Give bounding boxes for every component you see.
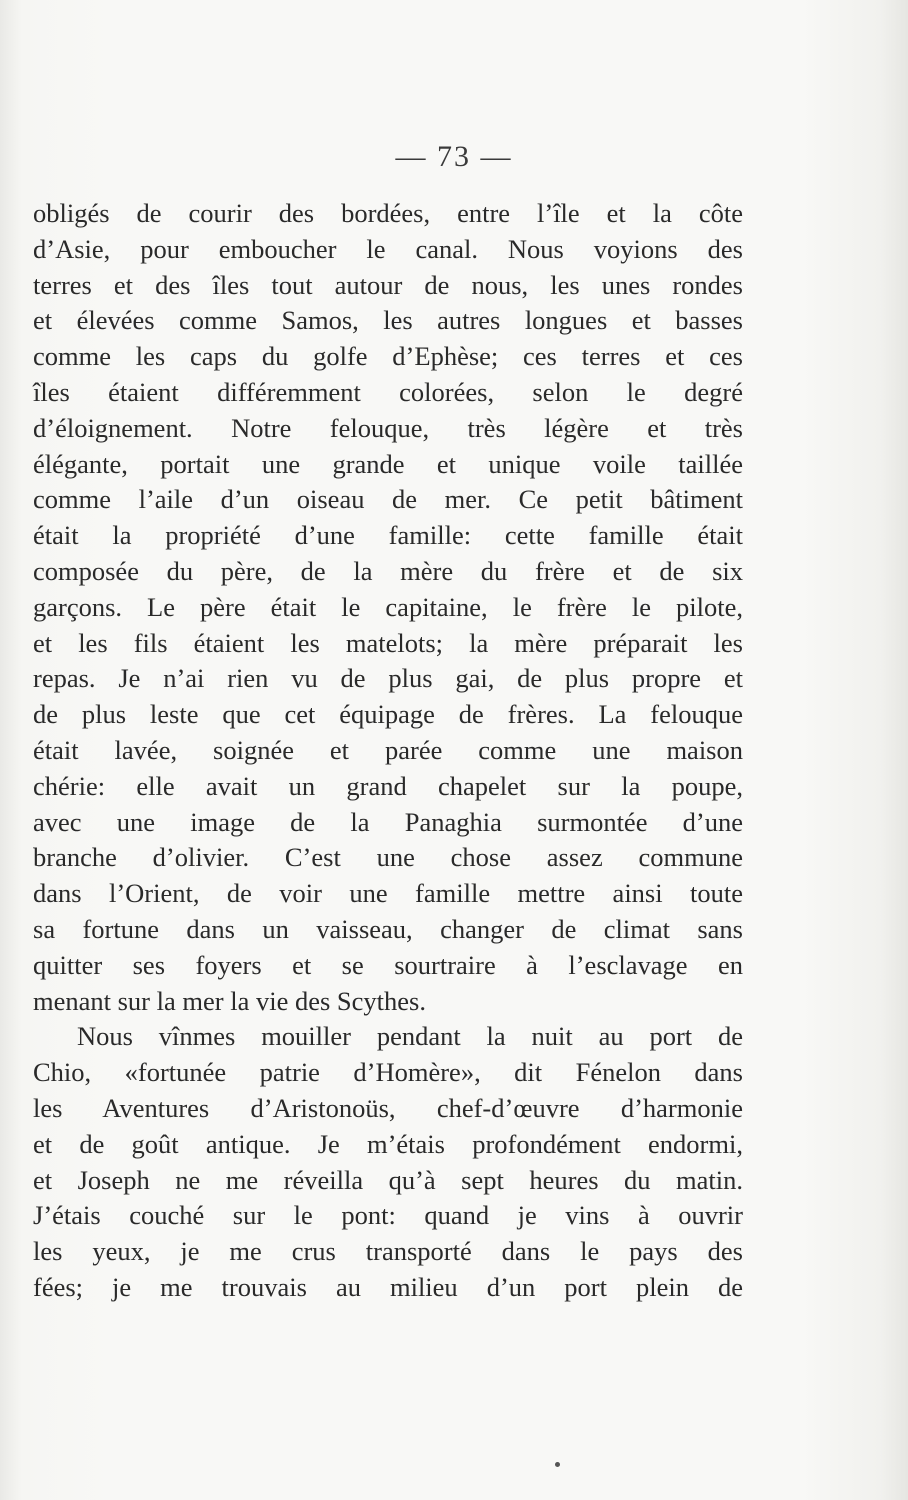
text-line: îles étaient différemment colorées, selon le degré (33, 376, 743, 407)
text-line: d’Asie, pour emboucher le canal. Nous voyions des (33, 233, 743, 264)
text-line: avec une image de la Panaghia surmontée d’une (33, 806, 743, 837)
text-line: obligés de courir des bordées, entre l’île et la côte (33, 198, 743, 228)
text-line: repas. Je n’ai rien vu de plus gai, de plus propre et (33, 663, 743, 694)
scan-speck (555, 1462, 560, 1467)
text-line: quitter ses foyers et se sourtraire à l’esclavage en (33, 949, 743, 980)
text-line: de plus leste que cet équipage de frères. La felouque (33, 699, 743, 730)
text-line: était la propriété d’une famille: cette famille était (33, 520, 743, 551)
text-line: garçons. Le père était le capitaine, le frère le pilote, (33, 591, 743, 622)
text-line: J’étais couché sur le pont: quand je vins à ouvrir (33, 1200, 743, 1231)
text-line: Nous vînmes mouiller pendant la nuit au port de (77, 1021, 743, 1052)
text-line: branche d’olivier. C’est une chose assez commune (33, 842, 743, 873)
text-line: terres et des îles tout autour de nous, les unes rondes (33, 269, 743, 300)
text-line: et les fils étaient les matelots; la mère préparait les (33, 627, 743, 658)
text-line: fées; je me trouvais au milieu d’un port plein de (33, 1271, 743, 1302)
text-line: et élevées comme Samos, les autres longues et basses (33, 305, 743, 336)
body-text (33, 196, 743, 1306)
text-line: comme les caps du golfe d’Ephèse; ces terres et ces (33, 341, 743, 372)
text-line: et de goût antique. Je m’étais profondément endormi, (33, 1128, 743, 1159)
text-line: menant sur la mer la vie des Scythes. (33, 985, 426, 1016)
text-line: Chio, «fortunée patrie d’Homère», dit Fénelon dans (33, 1057, 743, 1088)
text-line: sa fortune dans un vaisseau, changer de climat sans (33, 913, 743, 944)
text-line: était lavée, soignée et parée comme une maison (33, 734, 743, 765)
text-line: dans l’Orient, de voir une famille mettre ainsi toute (33, 878, 743, 909)
text-line: élégante, portait une grande et unique voile taillée (33, 448, 743, 479)
text-line: les Aventures d’Aristonoüs, chef-d’œuvre d’harmonie (33, 1092, 743, 1123)
text-line: comme l’aile d’un oiseau de mer. Ce petit bâtiment (33, 484, 743, 515)
text-line: d’éloignement. Notre felouque, très légère et très (33, 412, 743, 443)
text-line: et Joseph ne me réveilla qu’à sept heures du matin. (33, 1164, 743, 1195)
text-line: composée du père, de la mère du frère et de six (33, 555, 743, 586)
page-number: — 73 — (395, 140, 513, 173)
text-line: les yeux, je me crus transporté dans le pays des (33, 1236, 743, 1267)
text-line: chérie: elle avait un grand chapelet sur la poupe, (33, 770, 743, 801)
